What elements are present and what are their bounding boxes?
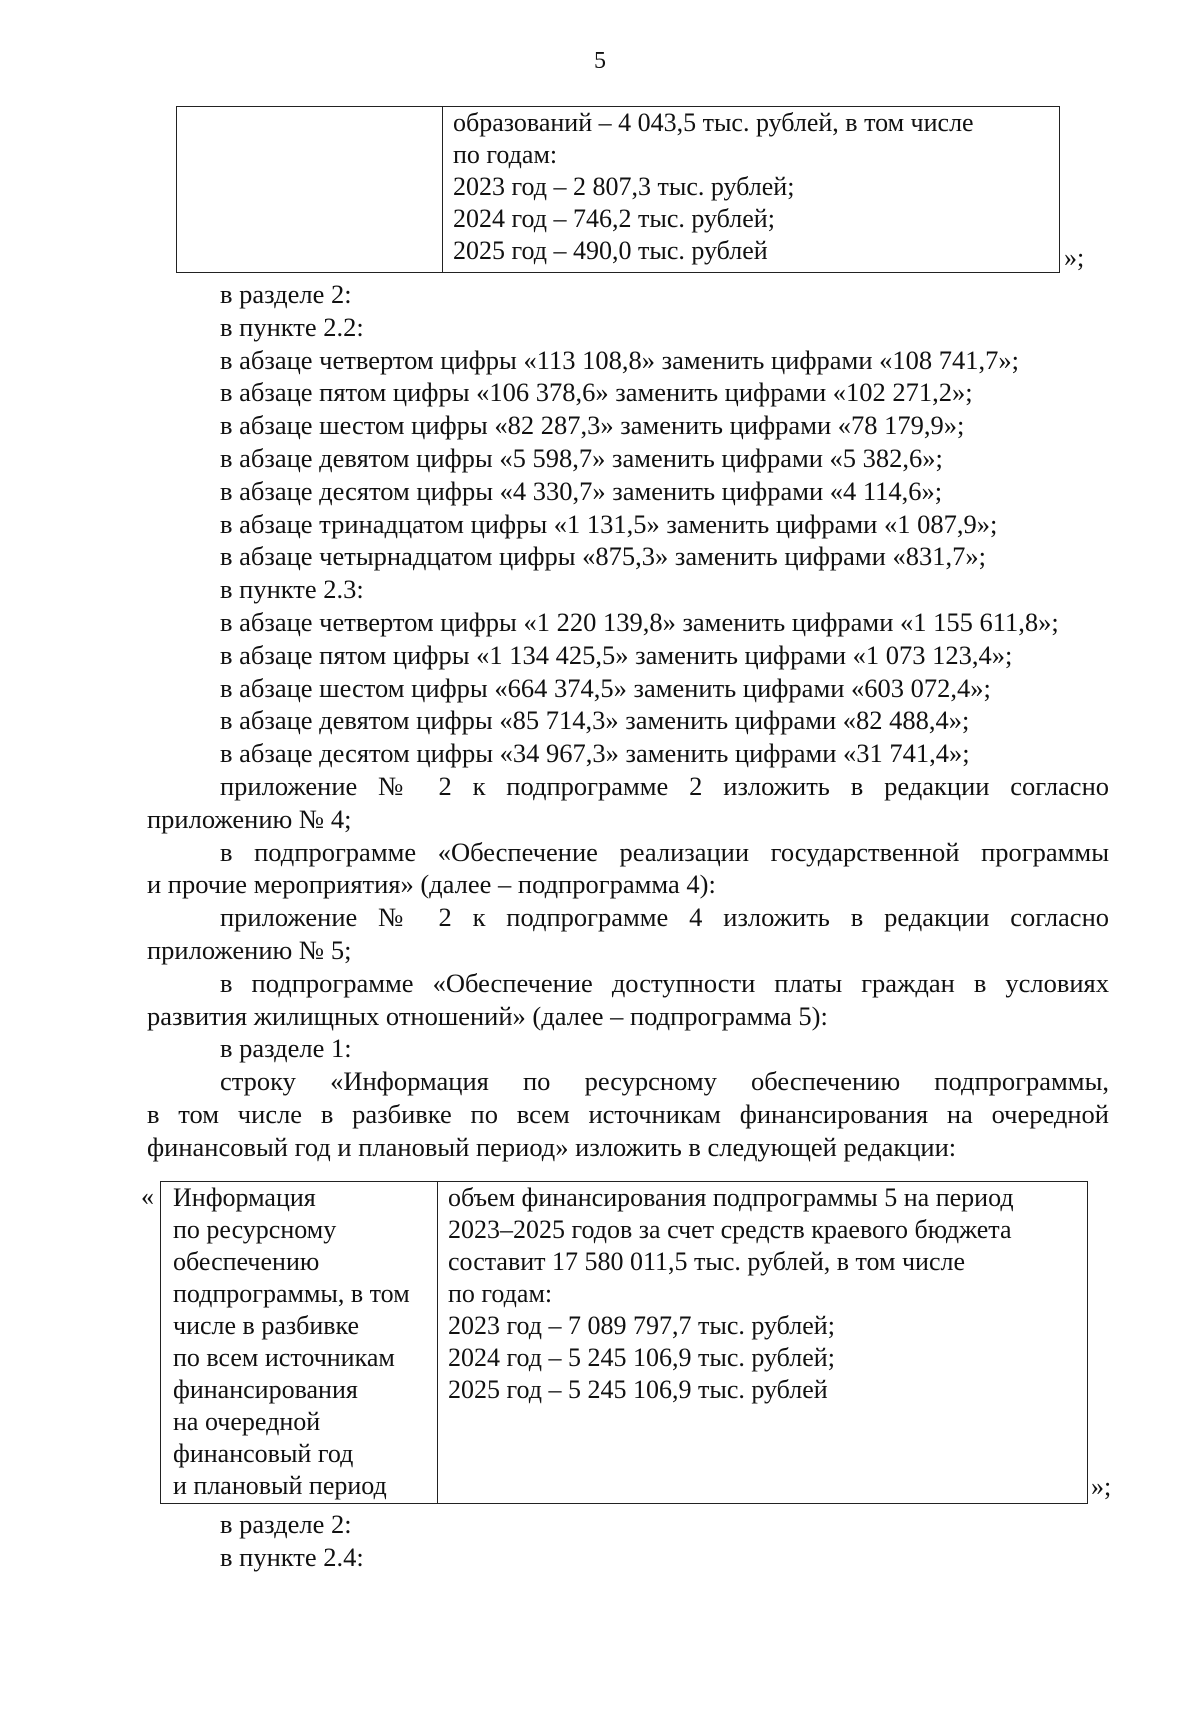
table-line: и плановый период [173, 1471, 387, 1500]
paragraph-first-line: в подпрограмме «Обеспечение доступности платы граждан в условиях [220, 967, 1109, 998]
table-line: по годам: [448, 1279, 553, 1308]
table-line: подпрограммы, в том [173, 1279, 410, 1308]
text-line: в абзаце четырнадцатом цифры «875,3» заменить цифрами «831,7»; [220, 541, 986, 572]
table-line: обеспечению [173, 1247, 320, 1276]
table-line: числе в разбивке [173, 1311, 360, 1340]
text-line: в разделе 2: [220, 279, 352, 309]
resource-info-label-cell [161, 1182, 438, 1503]
table-line: 2023–2025 годов за счет средств краевого бюджета [448, 1215, 1012, 1244]
table-line: 2024 год – 5 245 106,9 тыс. рублей; [448, 1343, 835, 1372]
table-line: на очередной [173, 1407, 321, 1436]
text-line: в абзаце шестом цифры «82 287,3» заменить цифрами «78 179,9»; [220, 410, 965, 441]
paragraph-continuation: и прочие мероприятия» (далее – подпрограмма 4): [147, 869, 716, 900]
amendment-lines [147, 278, 1109, 1164]
top-table-left-cell [177, 107, 443, 272]
paragraph-first-line: в подпрограмме «Обеспечение реализации государственной программы [220, 836, 1109, 867]
paragraph-first-line: приложение № 2 к подпрограмме 4 изложить в редакции согласно [220, 902, 1109, 933]
text-line: в абзаце десятом цифры «34 967,3» заменить цифрами «31 741,4»; [220, 738, 970, 769]
paragraph-first-line: в разделе 1: [220, 1033, 352, 1064]
table-line: объем финансирования подпрограммы 5 на период [448, 1183, 1014, 1212]
closing-quote: »; [1091, 1472, 1112, 1501]
text-line: в абзаце четвертом цифры «1 220 139,8» заменить цифрами «1 155 611,8»; [220, 606, 1059, 637]
text-line: в абзаце девятом цифры «85 714,3» заменить цифрами «82 488,4»; [220, 705, 970, 736]
table-line: по всем источникам [173, 1343, 395, 1372]
table-line: по годам: [453, 140, 558, 169]
paragraph-first-line: приложение № 2 к подпрограмме 2 изложить в редакции согласно [220, 770, 1109, 801]
text-line: в пункте 2.3: [220, 574, 364, 605]
table-line: составит 17 580 011,5 тыс. рублей, в том числе [448, 1247, 966, 1276]
text-line: в абзаце пятом цифры «1 134 425,5» заменить цифрами «1 073 123,4»; [220, 639, 1013, 670]
text-line: в пункте 2.4: [220, 1541, 364, 1572]
text-line: в абзаце шестом цифры «664 374,5» заменить цифрами «603 072,4»; [220, 672, 991, 703]
paragraph-continuation: развития жилищных отношений» (далее – подпрограмма 5): [147, 1000, 828, 1031]
tail-lines [147, 1508, 1109, 1574]
table-line: по ресурсному [173, 1215, 337, 1244]
table-line: 2024 год – 746,2 тыс. рублей; [453, 204, 775, 233]
text-line: в абзаце четвертом цифры «113 108,8» заменить цифрами «108 741,7»; [220, 344, 1019, 375]
table-line: финансовый год [173, 1439, 354, 1468]
page-number: 5 [594, 48, 606, 74]
paragraph-first-line: строку «Информация по ресурсному обеспечению подпрограммы, [220, 1066, 1109, 1097]
text-line: в абзаце десятом цифры «4 330,7» заменить цифрами «4 114,6»; [220, 475, 943, 506]
table-line: 2025 год – 5 245 106,9 тыс. рублей [448, 1375, 828, 1404]
table-line: Информация [173, 1183, 316, 1212]
paragraph-continuation: в том числе в разбивке по всем источникам финансирования на очередной [147, 1098, 1109, 1129]
text-line: в разделе 2: [220, 1509, 352, 1539]
paragraph-continuation: финансовый год и плановый период» изложить в следующей редакции: [147, 1131, 957, 1162]
table-line: финансирования [173, 1375, 358, 1404]
opening-quote: « [141, 1182, 154, 1211]
text-line: в абзаце пятом цифры «106 378,6» заменить цифрами «102 271,2»; [220, 377, 973, 408]
resource-info-table [160, 1181, 1088, 1504]
text-line: в пункте 2.2: [220, 311, 364, 342]
text-line: в абзаце девятом цифры «5 598,7» заменить цифрами «5 382,6»; [220, 442, 943, 473]
top-table [176, 106, 1060, 273]
closing-quote: »; [1064, 243, 1085, 272]
table-line: образований – 4 043,5 тыс. рублей, в том числе [453, 108, 974, 137]
table-line: 2023 год – 2 807,3 тыс. рублей; [453, 172, 795, 201]
table-line: 2025 год – 490,0 тыс. рублей [453, 236, 768, 265]
text-line: в абзаце тринадцатом цифры «1 131,5» заменить цифрами «1 087,9»; [220, 508, 998, 539]
resource-info-value-cell [438, 1182, 1087, 1503]
top-table-right-cell [443, 107, 1059, 272]
paragraph-continuation: приложению № 5; [147, 934, 352, 965]
paragraph-continuation: приложению № 4; [147, 803, 352, 834]
table-line: 2023 год – 7 089 797,7 тыс. рублей; [448, 1311, 835, 1340]
